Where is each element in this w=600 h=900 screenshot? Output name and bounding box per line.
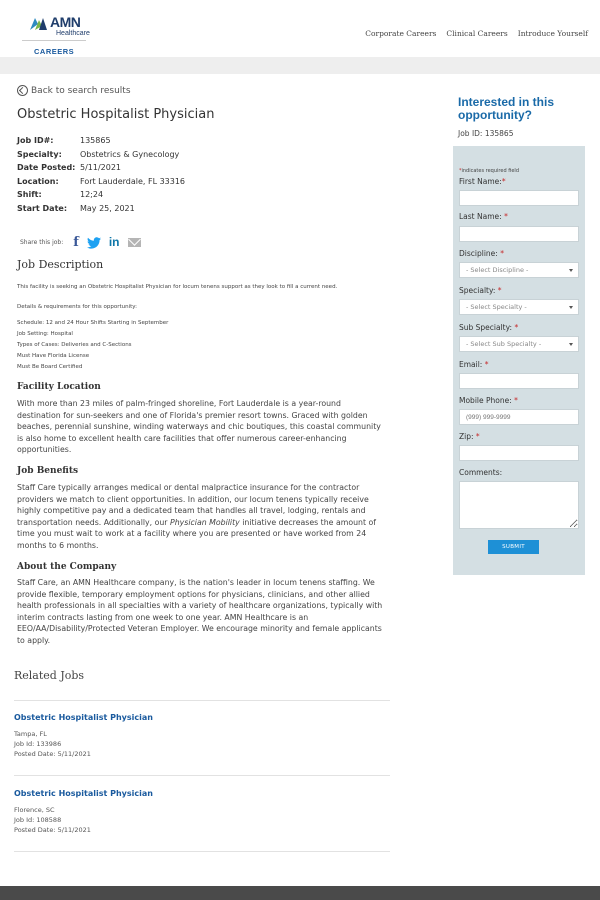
twitter-icon[interactable]	[87, 237, 101, 249]
facility-location-text: With more than 23 miles of palm-fringed shoreline, Fort Lauderdale is a year-round destination for sun-seekers and one of Florida's premier resort towns. Graced with golden beaches, perennial sunshine, winding waterways and chic boutiques, this coastal community is also home to excellent health care facilities that offer numerous career-enhancing opportunities.	[17, 399, 381, 454]
job-details	[17, 134, 185, 215]
detail-value: Obstetrics & Gynecology	[80, 149, 180, 159]
first-name-label	[459, 177, 506, 186]
physician-mobility-text: Physician Mobility	[170, 517, 240, 527]
required-note-text: indicates required field	[461, 168, 519, 174]
specialty-label	[459, 286, 502, 295]
detail-row-shift	[17, 188, 185, 202]
label-text: Zip:	[459, 432, 474, 441]
logo-divider	[22, 40, 86, 41]
email-label	[459, 360, 488, 369]
job-description-heading: Job Description	[17, 258, 104, 271]
logo-subtext: Healthcare	[56, 30, 90, 37]
back-arrow-icon	[17, 85, 28, 96]
detail-row-date-posted	[17, 161, 185, 175]
comments-textarea[interactable]	[459, 481, 579, 529]
detail-key: Location:	[17, 176, 59, 186]
required-star: *	[514, 396, 518, 405]
email-icon[interactable]	[128, 238, 141, 247]
job-title: Obstetric Hospitalist Physician	[17, 107, 215, 122]
mobile-phone-label	[459, 396, 518, 405]
related-job-posted: Posted Date: 5/11/2021	[14, 750, 91, 758]
specialty-select[interactable]: - Select Specialty -	[459, 299, 579, 315]
nav-clinical-careers[interactable]: Clinical Careers	[446, 29, 508, 38]
requirement-item: Job Setting: Hospital	[17, 331, 73, 337]
label-text: Mobile Phone:	[459, 396, 512, 405]
site-footer	[0, 886, 600, 900]
requirement-item: Types of Cases: Deliveries and C-Sections	[17, 342, 132, 348]
comments-label: Comments:	[459, 468, 503, 477]
first-name-input[interactable]	[459, 190, 579, 206]
apply-form	[453, 146, 585, 575]
label-text: Discipline:	[459, 249, 498, 258]
about-company-heading: About the Company	[17, 562, 117, 572]
facebook-icon[interactable]: f	[73, 235, 79, 250]
linkedin-icon[interactable]: in	[108, 235, 120, 249]
related-job-title-link[interactable]: Obstetric Hospitalist Physician	[14, 789, 153, 798]
detail-value: 12;24	[80, 190, 104, 199]
header-band	[0, 57, 600, 74]
sidebar-job-id: Job ID: 135865	[458, 129, 514, 138]
job-description-intro: This facility is seeking an Obstetric Hospitalist Physician for locum tenens support as they look to fill a current need.	[17, 284, 338, 290]
sub-specialty-label	[459, 323, 518, 332]
label-text: First Name:	[459, 177, 502, 186]
related-job-location: Tampa, FL	[14, 730, 47, 738]
required-star: *	[514, 323, 519, 332]
related-job-posted: Posted Date: 5/11/2021	[14, 826, 91, 834]
requirements-heading: Details & requirements for this opportunity:	[17, 304, 137, 310]
label-text: Email:	[459, 360, 483, 369]
submit-button[interactable]: SUBMIT	[488, 540, 539, 554]
job-benefits-heading: Job Benefits	[17, 466, 79, 476]
related-job-title-link[interactable]: Obstetric Hospitalist Physician	[14, 713, 153, 722]
email-input[interactable]	[459, 373, 579, 389]
benefits-text-part: Staff Care typically arranges medical or dental malpractice insurance for the contractor providers we match to client opportunities. In addition, our locum tenens typically receive highly competitive pay and a dedicated team that handles all travel, lodging, rentals and transportation needs. Additionally, our	[17, 483, 369, 527]
last-name-label	[459, 212, 508, 221]
related-job-location: Florence, SC	[14, 806, 55, 814]
divider	[14, 851, 390, 852]
requirements-list	[17, 318, 397, 373]
requirement-item: Must Have Florida License	[17, 353, 90, 359]
detail-value: May 25, 2021	[80, 203, 135, 213]
required-star: *	[459, 168, 462, 174]
logo-text: AMN	[50, 14, 81, 30]
detail-value: Fort Lauderdale, FL 33316	[80, 176, 186, 186]
facility-location-heading: Facility Location	[17, 382, 101, 392]
zip-input[interactable]	[459, 445, 579, 461]
detail-key: Specialty:	[17, 149, 62, 159]
logo-careers: CAREERS	[34, 47, 75, 56]
about-company-text: Staff Care, an AMN Healthcare company, is the nation's leader in locum tenens staffing. We provide flexible, temporary employment options for physicians, clinicians, and other allied health professionals in all specialties with a variety of healthcare organizations, typically with interim contracts lasting from one week to one year. AMN Healthcare is an EEO/AA/Disability/Protected Veteran Employer. We encourage minority and female applicants to apply.	[17, 578, 383, 645]
discipline-select[interactable]: - Select Discipline -	[459, 262, 579, 278]
nav-introduce-yourself[interactable]: Introduce Yourself	[517, 29, 588, 38]
detail-key: Job ID#:	[17, 136, 54, 145]
requirement-item: Must Be Board Certified	[17, 364, 83, 370]
required-star: *	[475, 432, 480, 441]
benefits-text-part: initiative decreases the amount of time you must wait to work at a facility where you are presented or have worked from 24 months to 6 months.	[17, 517, 377, 550]
nav-corporate-careers[interactable]: Corporate Careers	[365, 29, 437, 38]
related-job-id: Job Id: 133986	[14, 740, 62, 748]
detail-key: Start Date:	[17, 203, 68, 213]
required-star: *	[504, 212, 508, 221]
required-field-note	[459, 168, 519, 174]
required-star: *	[501, 177, 506, 186]
related-job-card	[14, 713, 153, 759]
label-text: Last Name:	[459, 212, 502, 221]
detail-row-start-date	[17, 202, 185, 216]
required-star: *	[497, 286, 502, 295]
back-to-search-link[interactable]	[17, 85, 131, 96]
amn-logo[interactable]	[22, 12, 90, 57]
related-jobs-heading: Related Jobs	[14, 669, 85, 682]
detail-key: Date Posted:	[17, 163, 76, 172]
amn-logo-icon	[28, 14, 48, 32]
detail-row-specialty	[17, 148, 185, 162]
back-link-label: Back to search results	[31, 85, 131, 96]
detail-row-location	[17, 175, 185, 189]
site-header	[0, 0, 600, 57]
sub-specialty-select[interactable]: - Select Sub Specialty -	[459, 336, 579, 352]
requirement-item: Schedule: 12 and 24 Hour Shifts Starting in September	[17, 320, 169, 326]
required-star: *	[500, 249, 504, 258]
last-name-input[interactable]	[459, 226, 579, 242]
label-text: Specialty:	[459, 286, 496, 295]
interest-heading: Interested in this opportunity?	[458, 95, 555, 122]
job-benefits-text	[17, 482, 387, 551]
mobile-phone-input[interactable]	[459, 409, 579, 425]
related-job-id: Job Id: 108588	[14, 816, 62, 824]
divider	[14, 775, 390, 776]
required-star: *	[484, 360, 489, 369]
divider	[14, 700, 390, 701]
detail-row-job-id	[17, 134, 185, 148]
detail-key: Shift:	[17, 190, 42, 199]
detail-value: 5/11/2021	[80, 163, 122, 172]
top-nav	[365, 29, 588, 38]
label-text: Sub Specialty:	[459, 323, 513, 332]
related-job-card	[14, 789, 153, 835]
share-bar	[20, 236, 141, 249]
discipline-label	[459, 249, 504, 258]
detail-value: 135865	[80, 136, 111, 145]
share-label: Share this job:	[20, 239, 64, 246]
zip-label	[459, 432, 480, 441]
